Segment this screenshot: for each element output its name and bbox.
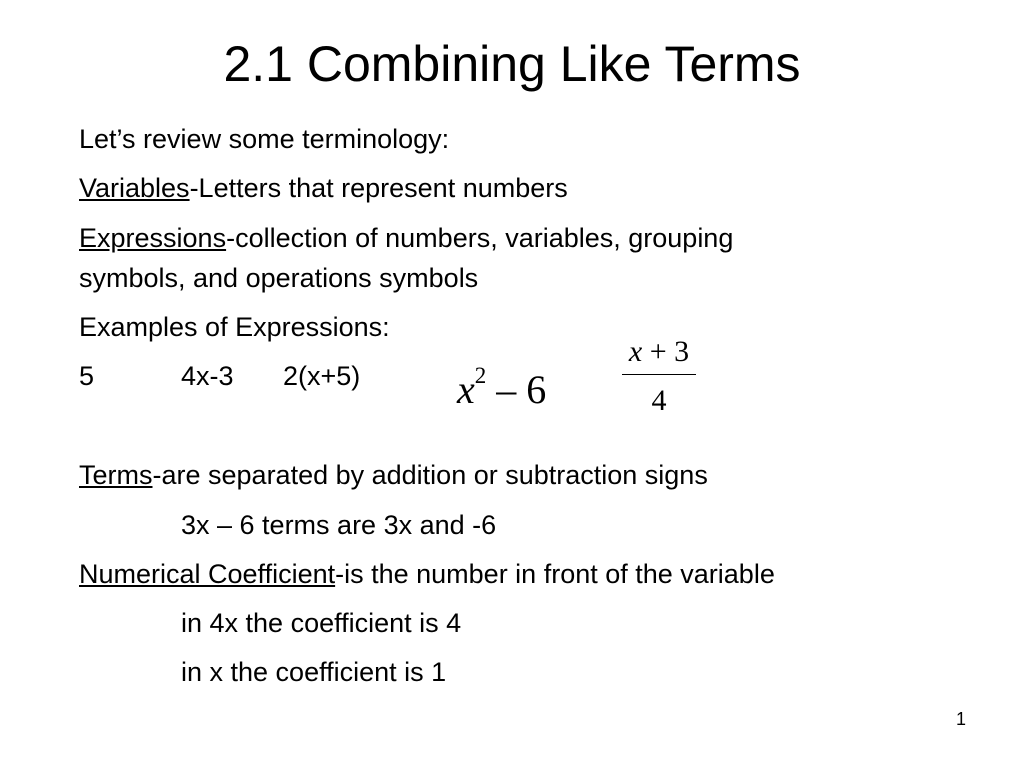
fraction-numerator-rest: + 3: [642, 335, 690, 368]
coefficient-example-1: in 4x the coefficient is 4: [181, 608, 462, 638]
terms-definition-text: -are separated by addition or subtraction signs: [152, 460, 708, 490]
example-expression-5-fraction: [622, 334, 696, 419]
expression-4-exponent: 2: [474, 363, 487, 388]
expressions-definition: [79, 221, 733, 255]
example-expression-1: 5: [79, 361, 95, 391]
expressions-definition-text: -collection of numbers, variables, grouping: [226, 223, 734, 253]
example-expression-4: [457, 352, 546, 414]
variables-term: Variables: [79, 173, 190, 203]
fraction-denominator: 4: [651, 384, 667, 417]
terms-definition: [79, 458, 708, 492]
expressions-definition-continued: symbols, and operations symbols: [79, 263, 479, 293]
intro-text: Let’s review some terminology:: [79, 124, 450, 154]
expressions-term: Expressions: [79, 223, 227, 253]
expression-4-variable: x: [457, 367, 475, 412]
terms-term: Terms: [79, 460, 153, 490]
variables-definition: [79, 171, 568, 205]
variables-definition-text: -Letters that represent numbers: [189, 173, 568, 203]
example-expression-2: 4x-3: [181, 361, 234, 391]
page-number: 1: [955, 709, 966, 729]
examples-heading: Examples of Expressions:: [79, 312, 390, 342]
coefficient-definition-text: -is the number in front of the variable: [335, 559, 775, 589]
terms-example: 3x – 6 terms are 3x and -6: [181, 510, 497, 540]
fraction-bar: [622, 374, 696, 375]
example-expression-3: 2(x+5): [283, 361, 361, 391]
fraction-numerator: [622, 334, 696, 370]
expression-4-rest: – 6: [486, 367, 547, 412]
slide-title: 2.1 Combining Like Terms: [223, 36, 801, 92]
fraction-numerator-variable: x: [628, 335, 643, 368]
coefficient-definition: [79, 557, 775, 591]
coefficient-example-2: in x the coefficient is 1: [181, 657, 447, 687]
coefficient-term: Numerical Coefficient: [79, 559, 336, 589]
